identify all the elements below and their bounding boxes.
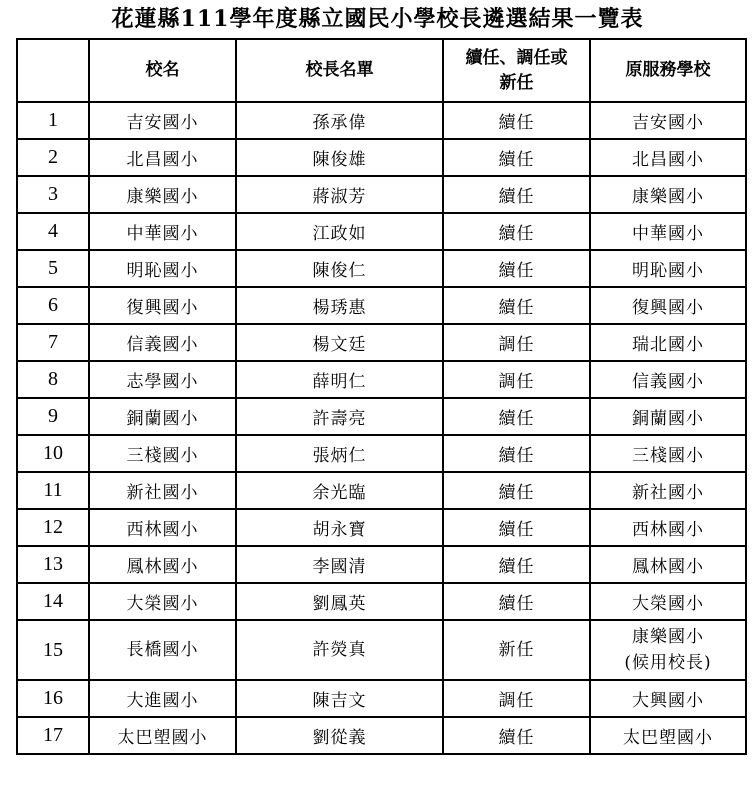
principal-name: 劉鳳英 [236,583,443,620]
appointment-status: 續任 [443,472,590,509]
original-school-line: 中華國小 [632,224,704,244]
original-school-line: 三棧國小 [632,446,704,466]
principal-selection-table [16,38,747,755]
appointment-status: 續任 [443,583,590,620]
original-school-line: 北昌國小 [632,150,704,170]
table-row [17,361,746,398]
appointment-status: 續任 [443,717,590,754]
principal-name: 張炳仁 [236,435,443,472]
table-row [17,287,746,324]
school-name: 中華國小 [89,213,236,250]
appointment-status: 調任 [443,680,590,717]
table-row [17,717,746,754]
table-row [17,102,746,139]
table-row [17,680,746,717]
header-principal: 校長名單 [236,39,443,102]
row-number: 16 [17,680,89,717]
row-number: 1 [17,102,89,139]
appointment-status: 續任 [443,287,590,324]
school-name: 復興國小 [89,287,236,324]
school-name: 長橋國小 [89,620,236,680]
school-name: 鳳林國小 [89,546,236,583]
original-school [590,361,746,398]
original-school-line: 大興國小 [632,691,704,711]
original-school-line: 鳳林國小 [632,557,704,577]
principal-name: 余光臨 [236,472,443,509]
school-name: 大榮國小 [89,583,236,620]
row-number: 15 [17,620,89,680]
principal-name: 蔣淑芳 [236,176,443,213]
original-school [590,583,746,620]
table-row [17,324,746,361]
school-name: 康樂國小 [89,176,236,213]
school-name: 吉安國小 [89,102,236,139]
appointment-status: 續任 [443,213,590,250]
original-school [590,139,746,176]
row-number: 14 [17,583,89,620]
original-school [590,680,746,717]
original-school [590,213,746,250]
school-name: 志學國小 [89,361,236,398]
appointment-status: 新任 [443,620,590,680]
row-number: 11 [17,472,89,509]
principal-name: 李國清 [236,546,443,583]
appointment-status: 續任 [443,398,590,435]
school-name: 新社國小 [89,472,236,509]
appointment-status: 調任 [443,361,590,398]
appointment-status: 續任 [443,509,590,546]
original-school-line: 信義國小 [632,372,704,392]
school-name: 信義國小 [89,324,236,361]
row-number: 4 [17,213,89,250]
principal-name: 江政如 [236,213,443,250]
school-name: 明恥國小 [89,250,236,287]
table-body [17,102,746,754]
original-school [590,102,746,139]
original-school [590,250,746,287]
principal-name: 陳吉文 [236,680,443,717]
row-number: 2 [17,139,89,176]
row-number: 8 [17,361,89,398]
original-school [590,509,746,546]
table-row [17,509,746,546]
school-name: 三棧國小 [89,435,236,472]
original-school-line: 明恥國小 [632,261,704,281]
original-school-line: 新社國小 [632,483,704,503]
original-school [590,176,746,213]
principal-name: 陳俊雄 [236,139,443,176]
original-school-line: 復興國小 [632,298,704,318]
original-school-line: (候用校長) [624,653,712,673]
appointment-status: 續任 [443,102,590,139]
table-row [17,546,746,583]
original-school-line: 大榮國小 [632,594,704,614]
row-number: 5 [17,250,89,287]
school-name: 銅蘭國小 [89,398,236,435]
original-school [590,398,746,435]
row-number: 6 [17,287,89,324]
original-school [590,546,746,583]
header-status-line1: 續任、調任或 [465,47,568,68]
appointment-status: 續任 [443,139,590,176]
header-status [443,39,590,102]
row-number: 13 [17,546,89,583]
appointment-status: 續任 [443,250,590,287]
table-row [17,472,746,509]
principal-name: 楊琇惠 [236,287,443,324]
school-name: 大進國小 [89,680,236,717]
header-status-line2: 新任 [499,72,534,93]
row-number: 7 [17,324,89,361]
header-original-school: 原服務學校 [590,39,746,102]
principal-name: 薛明仁 [236,361,443,398]
principal-name: 孫承偉 [236,102,443,139]
original-school [590,620,746,680]
appointment-status: 續任 [443,176,590,213]
school-name: 西林國小 [89,509,236,546]
school-name: 北昌國小 [89,139,236,176]
original-school-line: 銅蘭國小 [632,409,704,429]
page-title: 花蓮縣111學年度縣立國民小學校長遴選結果一覽表 [111,6,644,32]
table-row [17,435,746,472]
school-name: 太巴塱國小 [89,717,236,754]
table-row [17,583,746,620]
row-number: 12 [17,509,89,546]
table-row [17,139,746,176]
principal-name: 許熒真 [236,620,443,680]
table-row [17,398,746,435]
principal-name: 劉從義 [236,717,443,754]
appointment-status: 續任 [443,546,590,583]
principal-name: 楊文廷 [236,324,443,361]
original-school-line: 康樂國小 [632,187,704,207]
principal-name: 胡永寶 [236,509,443,546]
original-school-line: 西林國小 [632,520,704,540]
table-row [17,213,746,250]
original-school-line: 太巴塱國小 [623,728,713,748]
original-school-line: 瑞北國小 [632,335,704,355]
table-header-row [17,39,746,102]
original-school-line: 吉安國小 [632,113,704,133]
original-school [590,472,746,509]
row-number: 3 [17,176,89,213]
table-row [17,176,746,213]
row-number: 17 [17,717,89,754]
original-school [590,287,746,324]
table-row [17,250,746,287]
principal-name: 許壽亮 [236,398,443,435]
original-school [590,435,746,472]
principal-name: 陳俊仁 [236,250,443,287]
appointment-status: 續任 [443,435,590,472]
row-number: 9 [17,398,89,435]
row-number: 10 [17,435,89,472]
table-row [17,620,746,680]
original-school [590,324,746,361]
original-school [590,717,746,754]
appointment-status: 調任 [443,324,590,361]
original-school-line: 康樂國小 [632,627,704,647]
header-index [17,39,89,102]
header-school: 校名 [89,39,236,102]
